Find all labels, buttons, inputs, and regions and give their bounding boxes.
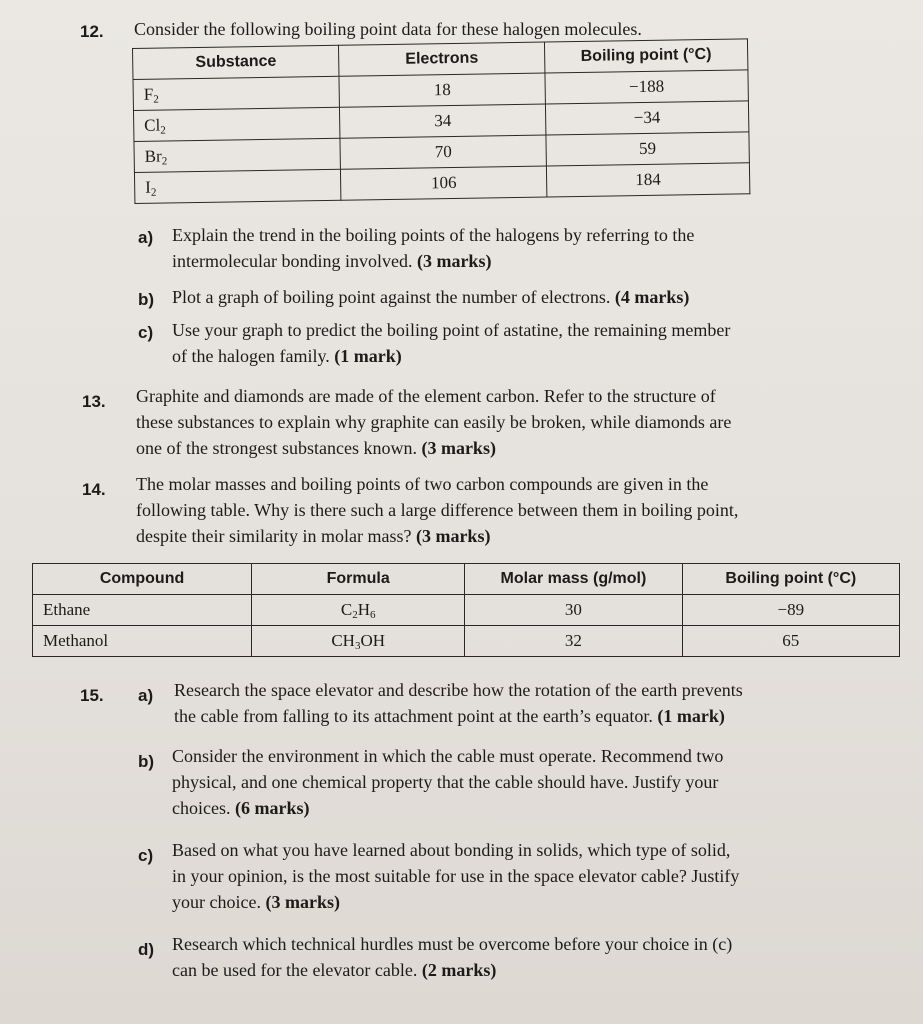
question-12b-text: Plot a graph of boiling point against the number of electrons. (4 marks) (172, 287, 690, 307)
table-row (33, 595, 900, 626)
question-15a-text: Research the space elevator and describe how the rotation of the earth prevents the cable from falling to its attachment point at the earth’s equator. (1 mark) (174, 680, 743, 726)
electrons-cell: 70 (340, 135, 546, 169)
question-15-number: 15. (80, 686, 104, 705)
substance-cell: $F_2$ (133, 76, 340, 110)
substance-cell: $Cl_2$ (133, 107, 340, 141)
part-letter: c) (138, 323, 154, 342)
question-15b-text: Consider the environment in which the cable must operate. Recommend two physical, and one chemical property that the cable should have. Justify your choices. (6 marks) (172, 746, 724, 818)
part-letter: b) (138, 752, 155, 771)
boiling-point-cell: 184 (546, 163, 750, 197)
electrons-cell: 34 (340, 104, 546, 138)
substance-cell: $I_2$ (134, 169, 341, 203)
boiling-point-cell: 65 (682, 626, 899, 657)
question-13-text: Graphite and diamonds are made of the element carbon. Refer to the structure of these substances to explain why graphite can easily be broken, while diamonds are one of the strongest substances known. (3 marks) (136, 386, 732, 458)
column-header: Electrons (339, 42, 545, 76)
question-12c-text: Use your graph to predict the boiling point of astatine, the remaining member of the halogen family. (1 mark) (172, 320, 731, 366)
electrons-cell: 18 (339, 73, 545, 107)
boiling-point-cell: 59 (546, 132, 750, 166)
question-14-text: The molar masses and boiling points of two carbon compounds are given in the following table. Why is there such a large difference between them in boiling point, despite their similarity in molar mass? (3 marks) (136, 474, 739, 546)
column-header: Molar mass (g/mol) (465, 564, 682, 595)
part-letter: c) (138, 846, 154, 865)
formula-cell: $C_2H_6$ (252, 595, 465, 626)
question-15d-text: Research which technical hurdles must be overcome before your choice in (c) can be used for the elevator cable. (2 marks) (172, 934, 733, 980)
compound-cell: Methanol (33, 626, 252, 657)
question-15c-text: Based on what you have learned about bonding in solids, which type of solid, in your opinion, is the most suitable for use in the space elevator cable? Justify your choice. (3 marks) (172, 840, 740, 912)
electrons-cell: 106 (341, 166, 547, 200)
question-12a-text: Explain the trend in the boiling points of the halogens by referring to the intermolecular bonding involved. (3 marks) (172, 225, 695, 271)
question-12-text: Consider the following boiling point data for these halogen molecules. (134, 19, 642, 39)
part-letter: a) (138, 686, 154, 705)
boiling-point-cell: −89 (682, 595, 899, 626)
question-14-number: 14. (82, 480, 106, 499)
part-letter: d) (138, 940, 155, 959)
molar-mass-cell: 30 (465, 595, 682, 626)
formula-cell: $CH_3OH$ (252, 626, 465, 657)
table-row (33, 626, 900, 657)
column-header: Boiling point (°C) (682, 564, 899, 595)
question-12-number: 12. (80, 22, 104, 41)
column-header: Compound (33, 564, 252, 595)
molar-mass-cell: 32 (465, 626, 682, 657)
boiling-point-cell: −188 (545, 70, 749, 104)
boiling-point-cell: −34 (545, 101, 749, 135)
table-header-row (33, 564, 900, 595)
part-letter: a) (138, 228, 154, 247)
halogen-table (132, 38, 750, 204)
column-header: Formula (252, 564, 465, 595)
question-13-number: 13. (82, 392, 106, 411)
compound-cell: Ethane (33, 595, 252, 626)
part-letter: b) (138, 290, 155, 309)
column-header: Boiling point (°C) (544, 39, 748, 73)
substance-cell: $Br_2$ (134, 138, 341, 172)
carbon-compounds-table (32, 563, 900, 657)
column-header: Substance (133, 45, 340, 79)
